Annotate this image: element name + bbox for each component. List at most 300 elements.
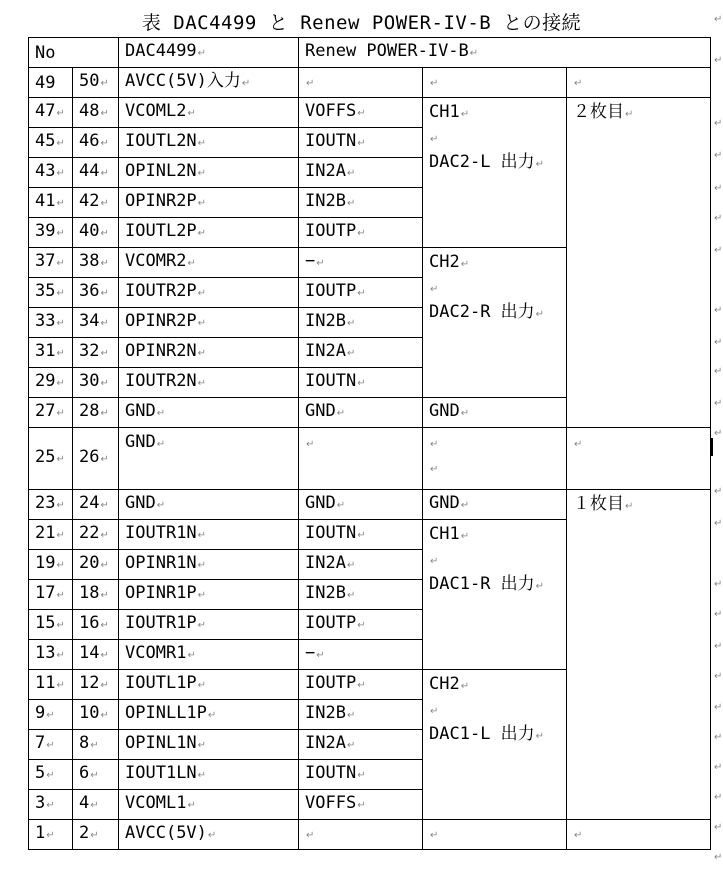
pin-a (29, 820, 73, 850)
pin-b (73, 368, 119, 398)
pin-a-text: 3 (35, 793, 46, 813)
pin-a (29, 428, 73, 490)
pin-b-text: 4 (79, 793, 90, 813)
margin-paragraph-mark: ↵ (714, 852, 723, 863)
paragraph-mark: ↵ (100, 408, 109, 419)
paragraph-mark: ↵ (430, 78, 439, 89)
table-title: 表 DAC4499 と Renew POWER-IV-B との接続 (141, 12, 582, 34)
margin-paragraph-mark: ↵ (714, 150, 723, 161)
pin-a-text: 1 (35, 823, 46, 843)
margin-paragraph-mark: ↵ (714, 118, 723, 129)
paragraph-mark: ↵ (574, 78, 583, 89)
pin-a (29, 308, 73, 338)
pin-a (29, 368, 73, 398)
renew-signal-text: IOUTP (305, 221, 357, 241)
dac-signal (119, 730, 299, 760)
channel-cell (423, 398, 567, 428)
paragraph-mark: ↵ (430, 556, 439, 567)
paragraph-mark: ↵ (346, 710, 356, 721)
table-row (29, 98, 711, 128)
dac-signal-text: IOUTL1P (125, 673, 197, 693)
pin-a (29, 550, 73, 580)
renew-signal (299, 760, 423, 790)
paragraph-mark: ↵ (56, 228, 65, 239)
channel-group-ch1-upper-text: DAC2-L 出力 (429, 152, 535, 172)
paragraph-mark: ↵ (56, 198, 65, 209)
paragraph-mark: ↵ (90, 800, 99, 811)
pin-a (29, 128, 73, 158)
paragraph-mark: ↵ (460, 109, 470, 120)
paragraph-mark: ↵ (430, 134, 439, 145)
pin-b (73, 98, 119, 128)
dac-signal (119, 368, 299, 398)
renew-signal (299, 248, 423, 278)
paragraph-mark: ↵ (469, 48, 479, 59)
paragraph-mark: ↵ (56, 378, 65, 389)
paragraph-mark: ↵ (56, 560, 65, 571)
paragraph-mark: ↵ (100, 378, 109, 389)
dac-signal (119, 520, 299, 550)
paragraph-mark: ↵ (187, 800, 196, 811)
pin-b (73, 520, 119, 550)
pin-b (73, 398, 119, 428)
pin-b (73, 278, 119, 308)
paragraph-mark: ↵ (56, 454, 65, 465)
pin-a-text: 27 (35, 401, 56, 421)
pin-a-text: 49 (35, 72, 56, 93)
renew-signal-text: GND (305, 401, 336, 421)
paragraph-mark: ↵ (197, 288, 207, 299)
paragraph-mark: ↵ (197, 138, 207, 149)
renew-signal-text: IOUTP (305, 281, 357, 301)
paragraph-mark: ↵ (197, 560, 207, 571)
paragraph-mark: ↵ (197, 228, 207, 239)
pin-a (29, 640, 73, 670)
pin-a (29, 218, 73, 248)
paragraph-mark: ↵ (316, 650, 325, 661)
pin-b-text: 36 (79, 281, 100, 301)
board-second (567, 98, 711, 428)
paragraph-mark: ↵ (187, 650, 196, 661)
pin-b (73, 610, 119, 640)
dac-signal (119, 428, 299, 490)
channel-group-ch2-lower (423, 670, 567, 820)
channel-cell-text: GND (429, 493, 460, 513)
margin-paragraph-mark: ↵ (714, 398, 723, 409)
paragraph-mark: ↵ (306, 78, 315, 89)
dac-signal (119, 610, 299, 640)
dac-signal (119, 700, 299, 730)
dac-signal-text: AVCC(5V)入力 (125, 71, 241, 91)
renew-signal (299, 98, 423, 128)
pin-a-text: 23 (35, 493, 56, 513)
margin-paragraph-mark: ↵ (714, 55, 723, 66)
header-dac-text: DAC4499 (125, 41, 197, 61)
dac-signal-text: OPINR1P (125, 583, 197, 603)
pin-b (73, 490, 119, 520)
paragraph-mark: ↵ (46, 770, 55, 781)
pin-a-text: 25 (35, 447, 56, 467)
dac-signal (119, 128, 299, 158)
pin-b-text: 48 (79, 101, 100, 121)
paragraph-mark: ↵ (56, 258, 65, 269)
paragraph-mark: ↵ (56, 288, 65, 299)
margin-paragraph-mark: ↵ (714, 702, 723, 713)
paragraph-mark: ↵ (56, 138, 65, 149)
dac-signal (119, 760, 299, 790)
dac-signal (119, 248, 299, 278)
paragraph-mark: ↵ (357, 530, 366, 541)
dac-signal-text: OPINR2N (125, 341, 197, 361)
dac-signal-text: OPINR2P (125, 311, 197, 331)
channel-group-ch1-lower-text: DAC1-R 出力 (429, 574, 535, 594)
dac-signal-text: OPINR2P (125, 191, 197, 211)
paragraph-mark: ↵ (346, 348, 356, 359)
renew-signal (299, 820, 423, 850)
paragraph-mark: ↵ (100, 680, 109, 691)
renew-signal-text: IOUTN (305, 131, 357, 151)
paragraph-mark: ↵ (357, 138, 366, 149)
renew-signal-text: IN2A (305, 161, 346, 181)
connection-table (28, 37, 711, 850)
pin-a (29, 188, 73, 218)
channel-group-ch2-lower-text: DAC1-L 出力 (429, 724, 535, 744)
renew-signal (299, 640, 423, 670)
pin-a-text: 9 (35, 703, 46, 723)
board-first-text: １枚目 (573, 494, 625, 514)
paragraph-mark: ↵ (56, 680, 65, 691)
renew-signal (299, 610, 423, 640)
paragraph-mark: ↵ (306, 830, 315, 841)
pin-b-text: 38 (79, 251, 100, 271)
dac-signal (119, 640, 299, 670)
dac-signal-text: VCOMR2 (125, 251, 187, 271)
channel-cell-text: GND (429, 401, 460, 421)
pin-a (29, 398, 73, 428)
dac-signal-text: VCOML1 (125, 793, 187, 813)
paragraph-mark: ↵ (56, 500, 65, 511)
pin-a-text: 35 (35, 281, 56, 301)
pin-a (29, 98, 73, 128)
paragraph-mark: ↵ (197, 348, 207, 359)
paragraph-mark: ↵ (197, 168, 207, 179)
renew-signal-text: IOUTP (305, 613, 357, 633)
dac-signal-text: OPINL1N (125, 733, 197, 753)
table-row (29, 490, 711, 520)
paragraph-mark: ↵ (535, 159, 545, 170)
pin-a (29, 610, 73, 640)
pin-a-text: 31 (35, 341, 56, 361)
renew-signal (299, 278, 423, 308)
paragraph-mark: ↵ (346, 198, 356, 209)
paragraph-mark: ↵ (100, 318, 109, 329)
renew-signal (299, 730, 423, 760)
margin-paragraph-mark: ↵ (714, 518, 723, 529)
paragraph-mark: ↵ (197, 680, 207, 691)
pin-b-text: 2 (79, 823, 90, 843)
renew-signal-text: IOUTN (305, 763, 357, 783)
pin-a (29, 68, 73, 98)
dac-signal-text: GND (125, 432, 156, 452)
paragraph-mark: ↵ (46, 710, 55, 721)
pin-b-text: 26 (79, 447, 100, 467)
pin-b-text: 24 (79, 493, 100, 513)
paragraph-mark: ↵ (357, 800, 366, 811)
renew-signal (299, 368, 423, 398)
paragraph-mark: ↵ (197, 620, 207, 631)
pin-a (29, 158, 73, 188)
pin-b-text: 12 (79, 673, 100, 693)
paragraph-mark: ↵ (207, 710, 217, 721)
renew-signal-text: IN2B (305, 311, 346, 331)
paragraph-mark: ↵ (56, 650, 65, 661)
paragraph-mark: ↵ (357, 620, 366, 631)
paragraph-mark: ↵ (100, 620, 109, 631)
margin-paragraph-mark: ↵ (714, 337, 723, 348)
channel-cell (423, 428, 567, 490)
pin-a-text: 11 (35, 673, 56, 693)
dac-signal-text: VCOML2 (125, 101, 187, 121)
paragraph-mark: ↵ (56, 108, 65, 119)
renew-signal (299, 790, 423, 820)
renew-signal-text: IN2A (305, 341, 346, 361)
pin-b (73, 128, 119, 158)
pin-b-text: 44 (79, 161, 100, 181)
renew-signal (299, 188, 423, 218)
paragraph-mark: ↵ (197, 530, 207, 541)
channel-group-ch1-lower-text: CH1 (429, 524, 460, 544)
paragraph-mark: ↵ (56, 348, 65, 359)
dac-signal-text: VCOMR1 (125, 643, 187, 663)
pin-a-text: 47 (35, 101, 56, 121)
pin-a-text: 41 (35, 191, 56, 211)
paragraph-mark: ↵ (100, 228, 109, 239)
dac-signal (119, 790, 299, 820)
header-no (29, 38, 119, 68)
paragraph-mark: ↵ (574, 830, 583, 841)
pin-a-text: 17 (35, 583, 56, 603)
pin-a-text: 29 (35, 371, 56, 391)
paragraph-mark: ↵ (197, 770, 207, 781)
paragraph-mark: ↵ (357, 770, 366, 781)
pin-b-text: 32 (79, 341, 100, 361)
renew-signal-text: IN2B (305, 191, 346, 211)
dac-signal (119, 580, 299, 610)
paragraph-mark: ↵ (100, 650, 109, 661)
pin-b (73, 640, 119, 670)
pin-a-text: 21 (35, 523, 56, 543)
pin-a-text: 45 (35, 131, 56, 151)
paragraph-mark: ↵ (430, 706, 439, 717)
dac-signal (119, 308, 299, 338)
channel-group-ch1-lower (423, 520, 567, 670)
pin-b-text: 42 (79, 191, 100, 211)
paragraph-mark: ↵ (156, 408, 166, 419)
pin-a-text: 39 (35, 221, 56, 241)
margin-paragraph-mark: ↵ (714, 792, 723, 803)
paragraph-mark: ↵ (46, 740, 55, 751)
paragraph-mark: ↵ (100, 560, 109, 571)
paragraph-mark: ↵ (100, 454, 109, 465)
dac-signal-text: IOUTL2P (125, 221, 197, 241)
margin-paragraph-mark: ↵ (714, 579, 723, 590)
margin-paragraph-mark: ↵ (714, 762, 723, 773)
paragraph-mark: ↵ (197, 198, 207, 209)
renew-signal-text: IOUTN (305, 523, 357, 543)
dac-signal-text: IOUTR2P (125, 281, 197, 301)
margin-paragraph-mark: ↵ (714, 14, 723, 25)
renew-signal (299, 490, 423, 520)
paragraph-mark: ↵ (56, 318, 65, 329)
dac-signal (119, 398, 299, 428)
renew-signal (299, 218, 423, 248)
pin-b-text: 46 (79, 131, 100, 151)
pin-b (73, 580, 119, 610)
pin-b (73, 218, 119, 248)
pin-b-text: 6 (79, 763, 90, 783)
renew-signal (299, 68, 423, 98)
pin-b-text: 20 (79, 553, 100, 573)
board-cell (567, 68, 711, 98)
pin-b-text: 18 (79, 583, 100, 603)
paragraph-mark: ↵ (357, 680, 366, 691)
channel-cell (423, 490, 567, 520)
channel-group-ch2-upper (423, 248, 567, 398)
pin-a-text: 7 (35, 733, 46, 753)
paragraph-mark: ↵ (460, 531, 470, 542)
pin-a (29, 730, 73, 760)
pin-a-text: 19 (35, 553, 56, 573)
margin-paragraph-mark: ↵ (714, 609, 723, 620)
header-renew-text: Renew POWER-IV-B (305, 41, 469, 61)
renew-signal (299, 520, 423, 550)
dac-signal-text: AVCC(5V) (125, 823, 207, 843)
margin-paragraph-mark: ↵ (714, 366, 723, 377)
dac-signal (119, 670, 299, 700)
pin-a-text: 13 (35, 643, 56, 663)
renew-signal (299, 580, 423, 610)
pin-a (29, 580, 73, 610)
dac-signal-text: IOUTR1P (125, 613, 197, 633)
paragraph-mark: ↵ (100, 348, 109, 359)
paragraph-mark: ↵ (357, 108, 366, 119)
paragraph-mark: ↵ (100, 108, 109, 119)
renew-signal-text: VOFFS (305, 101, 357, 121)
header-dac (119, 38, 299, 68)
pin-b (73, 730, 119, 760)
dac-signal (119, 338, 299, 368)
pin-a (29, 700, 73, 730)
pin-a-text: 15 (35, 613, 56, 633)
paragraph-mark: ↵ (56, 168, 65, 179)
pin-b-text: 10 (79, 703, 100, 723)
pin-b-text: 8 (79, 733, 90, 753)
paragraph-mark: ↵ (100, 590, 109, 601)
paragraph-mark: ↵ (197, 740, 207, 751)
paragraph-mark: ↵ (346, 318, 356, 329)
pin-b (73, 550, 119, 580)
paragraph-mark: ↵ (197, 378, 207, 389)
renew-signal-text: IOUTP (305, 673, 357, 693)
paragraph-mark: ↵ (100, 500, 109, 511)
pin-a (29, 670, 73, 700)
paragraph-mark: ↵ (460, 408, 470, 419)
renew-signal (299, 338, 423, 368)
renew-signal-text: VOFFS (305, 793, 357, 813)
paragraph-mark: ↵ (535, 581, 545, 592)
renew-signal (299, 670, 423, 700)
paragraph-mark: ↵ (156, 439, 166, 450)
pin-b (73, 670, 119, 700)
header-no-text: No (35, 42, 56, 63)
pin-a (29, 520, 73, 550)
channel-group-ch2-upper-text: CH2 (429, 252, 460, 272)
renew-signal (299, 398, 423, 428)
paragraph-mark: ↵ (197, 48, 207, 59)
paragraph-mark: ↵ (100, 710, 109, 721)
dac-signal (119, 158, 299, 188)
paragraph-mark: ↵ (46, 830, 55, 841)
margin-paragraph-mark: ↵ (714, 245, 723, 256)
paragraph-mark: ↵ (460, 500, 470, 511)
dac-signal-text: IOUTR1N (125, 523, 197, 543)
pin-a-text: 33 (35, 311, 56, 331)
pin-b-text: 28 (79, 401, 100, 421)
pin-a (29, 490, 73, 520)
paragraph-mark: ↵ (574, 439, 583, 450)
dac-signal-text: GND (125, 493, 156, 513)
renew-signal (299, 128, 423, 158)
board-cell (567, 820, 711, 850)
paragraph-mark: ↵ (346, 168, 356, 179)
channel-group-ch2-upper-text: DAC2-R 出力 (429, 302, 535, 322)
paragraph-mark: ↵ (100, 138, 109, 149)
paragraph-mark: ↵ (90, 770, 99, 781)
margin-paragraph-mark: ↵ (714, 428, 723, 439)
pin-a (29, 760, 73, 790)
paragraph-mark: ↵ (306, 439, 315, 450)
channel-cell (423, 820, 567, 850)
paragraph-mark: ↵ (357, 228, 366, 239)
dac-signal (119, 68, 299, 98)
dac-signal-text: GND (125, 401, 156, 421)
board-cell (567, 428, 711, 490)
paragraph-mark: ↵ (197, 318, 207, 329)
pin-b-text: 34 (79, 311, 100, 331)
channel-group-ch2-lower-text: CH2 (429, 674, 460, 694)
margin-paragraph-mark: ↵ (714, 305, 723, 316)
dac-signal (119, 820, 299, 850)
pin-a (29, 248, 73, 278)
dac-signal-text: OPINR1N (125, 553, 197, 573)
paragraph-mark: ↵ (241, 78, 251, 89)
paragraph-mark: ↵ (346, 560, 356, 571)
header-renew (299, 38, 711, 68)
pin-b-text: 50 (79, 71, 100, 91)
pin-b-text: 14 (79, 643, 100, 663)
paragraph-mark: ↵ (430, 830, 439, 841)
paragraph-mark: ↵ (100, 198, 109, 209)
renew-signal-text: IN2A (305, 733, 346, 753)
table-row (29, 820, 711, 850)
renew-signal-text: − (305, 251, 316, 271)
paragraph-mark: ↵ (346, 590, 356, 601)
renew-signal (299, 428, 423, 490)
margin-paragraph-mark: ↵ (714, 183, 723, 194)
pin-a-text: 37 (35, 251, 56, 271)
pin-b (73, 158, 119, 188)
margin-paragraph-mark: ↵ (714, 486, 723, 497)
